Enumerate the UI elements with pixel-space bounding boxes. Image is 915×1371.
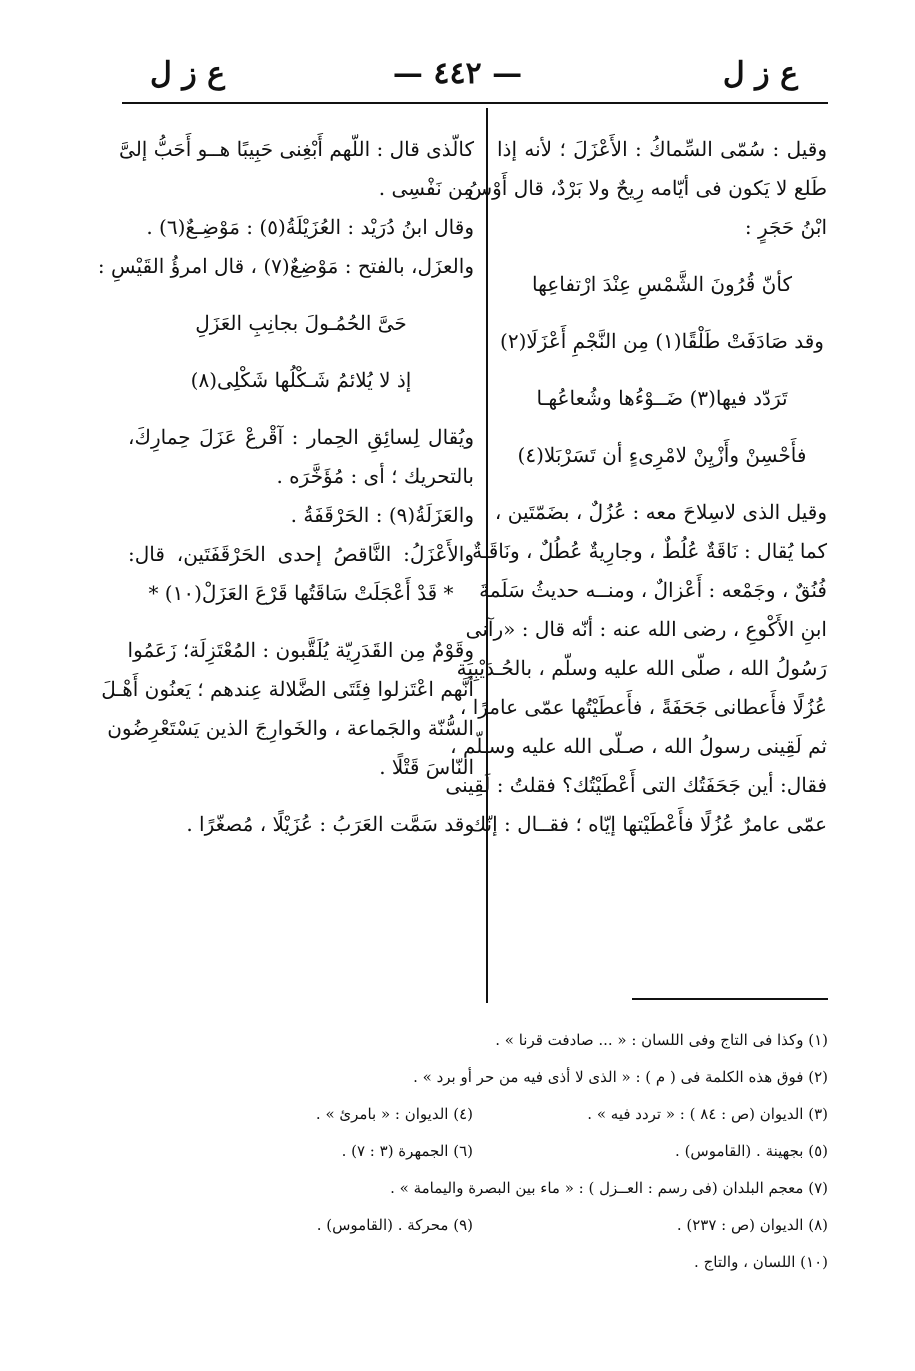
text-line: والعزَل، بالفتح : مَوْضِعٌ(٧) ، قال امرؤُ القَيْسِ : bbox=[97, 254, 474, 278]
text-line: عمّى عامرٌ عُزُلًا فأَعْطَيْتها إيّاه ؛ فقــال : إنّك bbox=[469, 812, 827, 836]
text-line: عُزُلًا فأَعطانى جَحَفَةً ، فأَعطَيْتُها عمّى عامرًا ، bbox=[459, 695, 827, 719]
verse-line: * قَدْ أَعْجَلَتْ سَاقَتُها قَرْعَ العَزَلْ(١٠) * bbox=[148, 581, 454, 605]
text-line: مِن نَفْسِى . bbox=[378, 176, 474, 200]
text-line: السُّنّة والجَماعة ، والخَوارِجَ الذين يَسْتَعْرِضُون bbox=[107, 716, 474, 740]
footnote-line bbox=[120, 1022, 828, 1059]
text-line: وقيل : سُمّى السِّماكُ : الأَعْزَلَ ؛ لأنه إذا bbox=[497, 137, 827, 161]
text-line: كالّذى قال : اللّهم أَبْغِنى حَبِيبًا هــو أَحَبُّ إلىَّ bbox=[119, 137, 474, 161]
running-head-right: ع ز ل bbox=[722, 56, 798, 91]
text-line: النّاسَ قَتْلًا . bbox=[379, 755, 474, 779]
text-line: والعَزَلَةُ(٩) : الحَرْقَفَةُ . bbox=[290, 503, 474, 527]
footnote-10: (١٠) اللسان ، والتاج . bbox=[694, 1253, 828, 1271]
footnote-5: (٥) بجهينة . (القاموس) . bbox=[675, 1142, 828, 1160]
text-line: فقال: أين جَحَفَتُك التى أَعْطَيْتُك؟ فقلتُ : لَقِينى bbox=[445, 773, 827, 797]
left-column bbox=[97, 130, 474, 844]
text-line: ابْنُ حَجَرٍ : bbox=[744, 215, 827, 239]
footnote-3: (٣) الديوان (ص : ٨٤ ) : « تردد فيه » . bbox=[587, 1105, 828, 1123]
footnote-1: (١) وكذا فى التاج وفى اللسان : « ... صادفت قرنا » . bbox=[495, 1031, 828, 1049]
footnote-4: (٤) الديوان : « بامرئ » . bbox=[315, 1105, 473, 1123]
footnote-8: (٨) الديوان (ص : ٢٣٧) . bbox=[676, 1216, 828, 1234]
text-line: طَلع لا يَكون فى أيّامه رِيحٌ ولا بَرْدٌ، قال أَوْسُ bbox=[467, 176, 827, 200]
verse-line: حَىَّ الحُمُـولَ بجانِبِ العَزَلِ bbox=[195, 311, 407, 335]
text-line: ثم لَقِينى رسولُ الله ، صـلّى الله عليه وسـلّم ، bbox=[450, 734, 827, 758]
verse-line: فأَحْسِنْ وأَزْيِنْ لامْرِىءٍ أن تَسَرْبَلا(٤) bbox=[517, 443, 807, 467]
footnote-line bbox=[120, 1207, 828, 1244]
text-line: وقيل الذى لاسِلاحَ معه : عُزُلٌ ، بضَمّتَين ، bbox=[494, 500, 827, 524]
text-line: كما يُقال : نَاقَةٌ عُلُطٌ ، وجارِيةٌ عُطُلٌ ، ونَاقَـةٌ bbox=[472, 539, 827, 563]
footnote-7: (٧) معجم البلدان (فى رسم : العــزل ) : « ماء بين البصرة واليمامة » . bbox=[390, 1179, 828, 1197]
verse-line: كأنّ قُرُونَ الشَّمْسِ عِنْدَ ارْتفاعِها bbox=[532, 272, 792, 296]
verse-line: إذ لا يُلائمُ شَـكْلُها شَكْلِى(٨) bbox=[190, 368, 412, 392]
text-line: أَنَّهم اعْتَزلوا فِئَتَى الضَّلالة عِندهم ؛ يَعنُون أَهْـلَ bbox=[101, 677, 474, 701]
footnote-9: (٩) محركة . (القاموس) . bbox=[316, 1216, 473, 1234]
footnote-line bbox=[120, 1133, 828, 1170]
footnotes bbox=[120, 1022, 828, 1281]
text-line: والأَعْزَلُ: النَّاقصُ إحدى الحَرْقَفَتَين، قال: bbox=[128, 542, 474, 566]
verse-line: وقد صَادَفَتْ طَلْقًا(١) مِن النَّجْمِ أَعْزَلَا(٢) bbox=[500, 329, 824, 353]
header-rule bbox=[122, 102, 828, 104]
footnote-line bbox=[120, 1096, 828, 1133]
verse-line: تَرَدّد فيها(٣) ضَــوْءُها وشُعاعُهـا bbox=[536, 386, 788, 410]
page-number: — ٤٤٢ — bbox=[392, 56, 523, 91]
text-line: رَسُولُ الله ، صلّى الله عليه وسلّم ، بالحُـدَيْبِيَة bbox=[456, 656, 827, 680]
footnote-line bbox=[120, 1170, 828, 1207]
text-line: بالتحريك ؛ أى : مُؤَخَّرَه . bbox=[276, 464, 474, 488]
running-head-left: ع ز ل bbox=[150, 56, 226, 91]
text-line: فُنُقٌ ، وجَمْعه : أَعْزالٌ ، ومنــه حديثُ سَلَمةَ bbox=[479, 578, 827, 602]
footnote-line bbox=[120, 1059, 828, 1096]
text-line: وقد سَمَّت العَرَبُ : عُزَيْلًا ، مُصغّرًا . bbox=[186, 812, 474, 836]
text-line: ابنِ الأَكْوعِ ، رضى الله عنه : أنّه قال : «رآنى bbox=[465, 617, 827, 641]
footnote-6: (٦) الجمهرة (٣ : ٧) . bbox=[341, 1142, 473, 1160]
text-line: وقَوْمٌ مِن القَدَرِيّة يُلَقَّبون : المُعْتَزِلَة؛ زَعَمُوا bbox=[127, 638, 474, 662]
text-line: ويُقال لِسائِقِ الحِمار : آقْرعْ عَزَلَ حِمارِكَ، bbox=[128, 425, 474, 449]
right-column bbox=[445, 130, 827, 844]
text-line: وقال ابنُ دُرَيْد : العُزَيْلَةُ(٥) : مَوْضِـعٌ(٦) . bbox=[146, 215, 474, 239]
footnote-rule bbox=[632, 998, 828, 1000]
footnote-line bbox=[120, 1244, 828, 1281]
footnote-2: (٢) فوق هذه الكلمة فى ( م ) : « الذى لا أذى فيه من حر أو برد » . bbox=[413, 1068, 828, 1086]
